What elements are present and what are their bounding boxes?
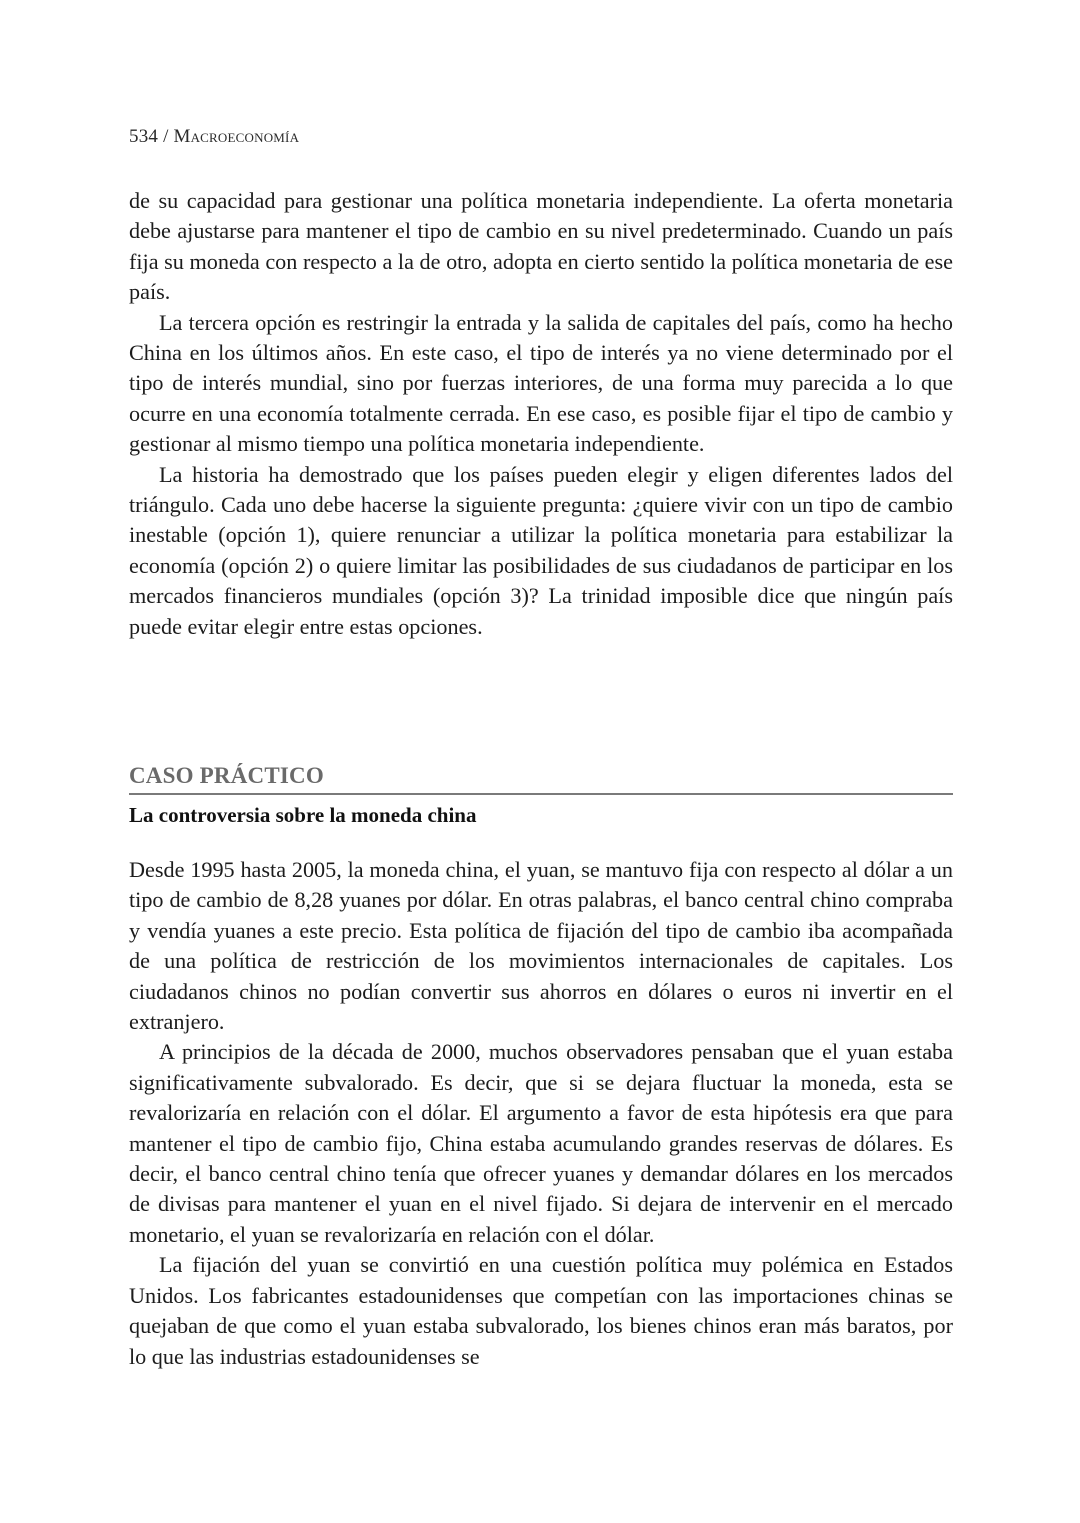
intro-text xyxy=(129,186,953,642)
book-title: Macroeconomía xyxy=(173,126,300,147)
paragraph: de su capacidad para gestionar una política monetaria independiente. La oferta monetaria debe ajustarse para mantener el tipo de cambio en su nivel predeterminado. Cuando un país fija su moneda con respecto a la de otro, adopta en cierto sentido la política monetaria de ese país. xyxy=(129,188,953,305)
header-separator: / xyxy=(163,126,169,147)
paragraph: A principios de la década de 2000, muchos observadores pensaban que el yuan estaba significativamente subvalorado. Es decir, que si se dejara fluctuar la moneda, esta se revalorizaría en relación con el dólar. El argumento a favor de esta hipótesis era que para mantener el tipo de cambio fijo, China estaba acumulando grandes reservas de dólares. Es decir, el banco central chino tenía que ofrecer yuanes y demandar dólares en los mercados de divisas para mantener el yuan en el nivel fijado. Si dejara de intervenir en el mercado monetario, el yuan se revalorizaría en relación con el dólar. xyxy=(129,1039,953,1247)
case-study-heading xyxy=(129,763,953,795)
paragraph: Desde 1995 hasta 2005, la moneda china, el yuan, se mantuvo fija con respecto al dólar a un tipo de cambio de 8,28 yuanes por dólar. En otras palabras, el banco central chino compraba y vendía yuanes a este precio. Esta política de fijación del tipo de cambio iba acompañada de una política de restricción de los movimientos internacionales de capitales. Los ciudadanos chinos no podían convertir sus ahorros en dólares o euros ni invertir en el extranjero. xyxy=(129,857,953,1035)
paragraph: La fijación del yuan se convirtió en una cuestión política muy polémica en Estados Unidos. Los fabricantes estadounidenses que competían con las importaciones chinas se quejaban de que como el yuan estaba subvalorado, los bienes chinos eran más baratos, por lo que las industrias estadounidenses se xyxy=(129,1252,953,1369)
case-study-text xyxy=(129,855,953,1372)
paragraph: La historia ha demostrado que los países pueden elegir y eligen diferentes lados del triángulo. Cada uno debe hacerse la siguiente pregunta: ¿quiere vivir con un tipo de cambio inestable (opción 1), quiere renunciar a utilizar la política monetaria para estabilizar la economía (opción 2) o quiere limitar las posibilidades de sus ciudadanos de participar en los mercados financieros mundiales (opción 3)? La trinidad imposible dice que ningún país puede evitar elegir entre estas opciones. xyxy=(129,461,953,639)
paragraph: La tercera opción es restringir la entrada y la salida de capitales del país, como ha hecho China en los últimos años. En este caso, el tipo de interés ya no viene determinado por el tipo de interés mundial, sino por fuerzas interiores, de una forma muy parecida a lo que ocurre en una economía totalmente cerrada. En ese caso, es posible fijar el tipo de cambio y gestionar al mismo tiempo una política monetaria independiente. xyxy=(129,309,953,457)
case-study-title: La controversia sobre la moneda china xyxy=(129,803,477,827)
page-number: 534 xyxy=(129,126,159,147)
case-study-label: CASO PRÁCTICO xyxy=(129,763,324,788)
running-head xyxy=(129,126,299,148)
